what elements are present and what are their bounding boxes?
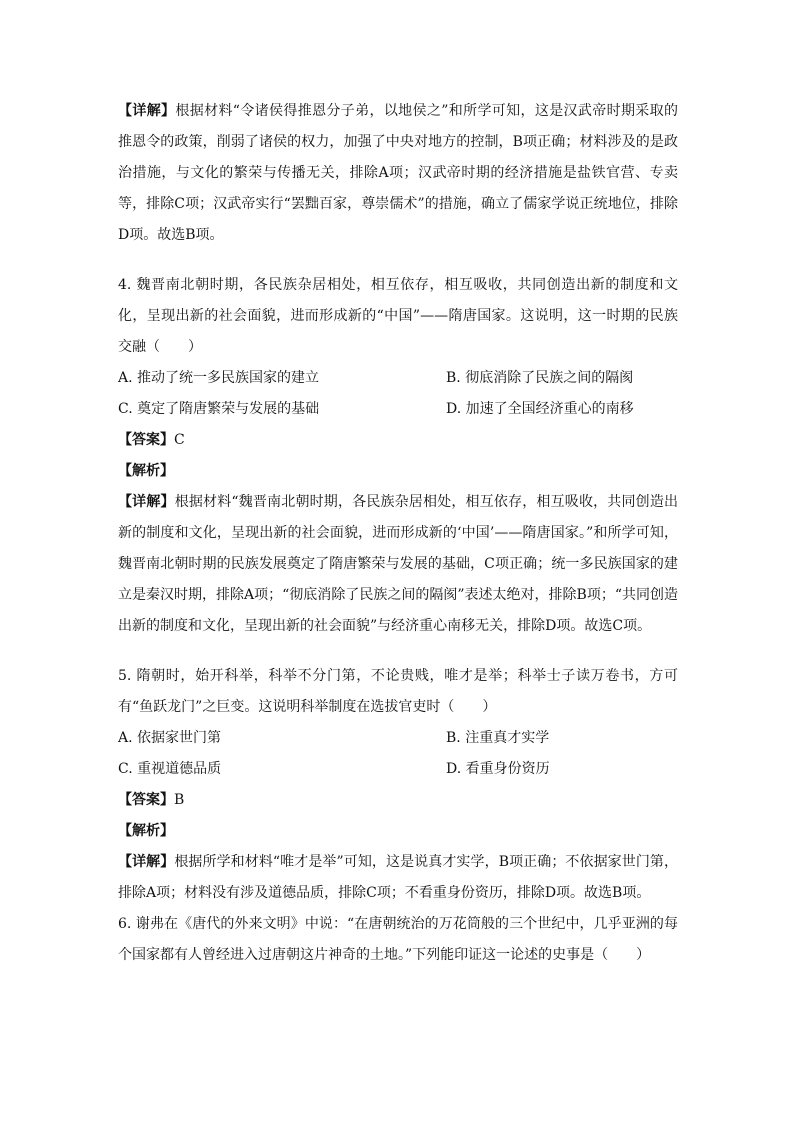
detail-label: 【详解】 <box>118 854 175 870</box>
answer-label: 【答案】 <box>118 432 174 448</box>
q5-option-d: D. 看重身份资历 <box>446 761 550 777</box>
q3-detail-text: 根据材料“令诸侯得推恩分子弟，以地侯之”和所学可知，这是汉武帝时期采取的推恩令的政策，削弱了诸侯的权力，加强了中央对地方的控制，B项正确；材料涉及的是政治措施，与文化的繁荣与传播无关，排除A项；汉武帝时期的经济措施是盐铁官营、专卖等，排除C项；汉武帝实行“罢黜百家，尊崇儒术”的措施，确立了儒家学说正统地位，排除D项。故选B项。 <box>118 103 679 243</box>
q4-options <box>118 363 678 425</box>
q4-option-a: A. 推动了统一多民族国家的建立 <box>118 370 320 386</box>
q4-answer: C <box>174 432 185 448</box>
q5-detail-text: 根据所学和材料“唯才是举”可知，这是说真才实学，B项正确；不依据家世门第，排除A项；材料没有涉及道德品质，排除C项；不看重身份资历，排除D项。故选B项。 <box>118 854 678 901</box>
q5-option-c: C. 重视道德品质 <box>118 761 222 777</box>
q3-detail-paragraph <box>118 96 678 251</box>
q5-answer: B <box>174 792 185 808</box>
q4-detail-text: 根据材料“魏晋南北朝时期，各民族杂居相处，相互依存，相互吸收，共同创造出新的制度和文化，呈现出新的社会面貌，进而形成新的‘中国’——隋唐国家。”和所学可知，魏晋南北朝时期的民族发展奠定了隋唐繁荣与发展的基础，C项正确；统一多民族国家的建立是秦汉时期，排除A项；“彻底消除了民族之间的隔阂”表述太绝对，排除B项；“共同创造出新的制度和文化，呈现出新的社会面貌”与经济重心南移无关，排除D项。故选C项。 <box>118 494 679 634</box>
q4-option-c: C. 奠定了隋唐繁荣与发展的基础 <box>118 401 320 417</box>
q5-stem: 5. 隋朝时，始开科举，科举不分门第，不论贵贱，唯才是举；科举士子读万卷书，方可有“鱼跃龙门”之巨变。这说明科举制度在选拔官吏时（ ） <box>118 668 678 715</box>
q5-option-b: B. 注重真才实学 <box>446 730 550 746</box>
q4-option-d: D. 加速了全国经济重心的南移 <box>446 401 634 417</box>
q4-detail-paragraph <box>118 487 678 642</box>
analysis-label: 【解析】 <box>118 463 174 479</box>
detail-label: 【详解】 <box>118 103 176 119</box>
document-page <box>118 96 678 971</box>
q5-detail-paragraph <box>118 847 678 909</box>
q4-analysis-heading <box>118 456 678 487</box>
q4-answer-line <box>118 425 678 456</box>
detail-label: 【详解】 <box>118 494 175 510</box>
q5-options <box>118 723 678 785</box>
q5-analysis-heading <box>118 816 678 847</box>
q4-stem: 4. 魏晋南北朝时期，各民族杂居相处，相互依存，相互吸收，共同创造出新的制度和文化，呈现出新的社会面貌，进而形成新的“中国”——隋唐国家。这说明，这一时期的民族交融（ ） <box>118 277 678 355</box>
q6-stem: 6. 谢弗在《唐代的外来文明》中说：“在唐朝统治的万花筒般的三个世纪中，几乎亚洲的每个国家都有人曾经进入过唐朝这片神奇的土地。”下列能印证这一论述的史事是（ ） <box>118 916 678 963</box>
answer-label: 【答案】 <box>118 792 174 808</box>
q5-option-a: A. 依据家世门第 <box>118 730 222 746</box>
q4-option-b: B. 彻底消除了民族之间的隔阂 <box>446 370 634 386</box>
analysis-label: 【解析】 <box>118 823 174 839</box>
q5-answer-line <box>118 785 678 816</box>
